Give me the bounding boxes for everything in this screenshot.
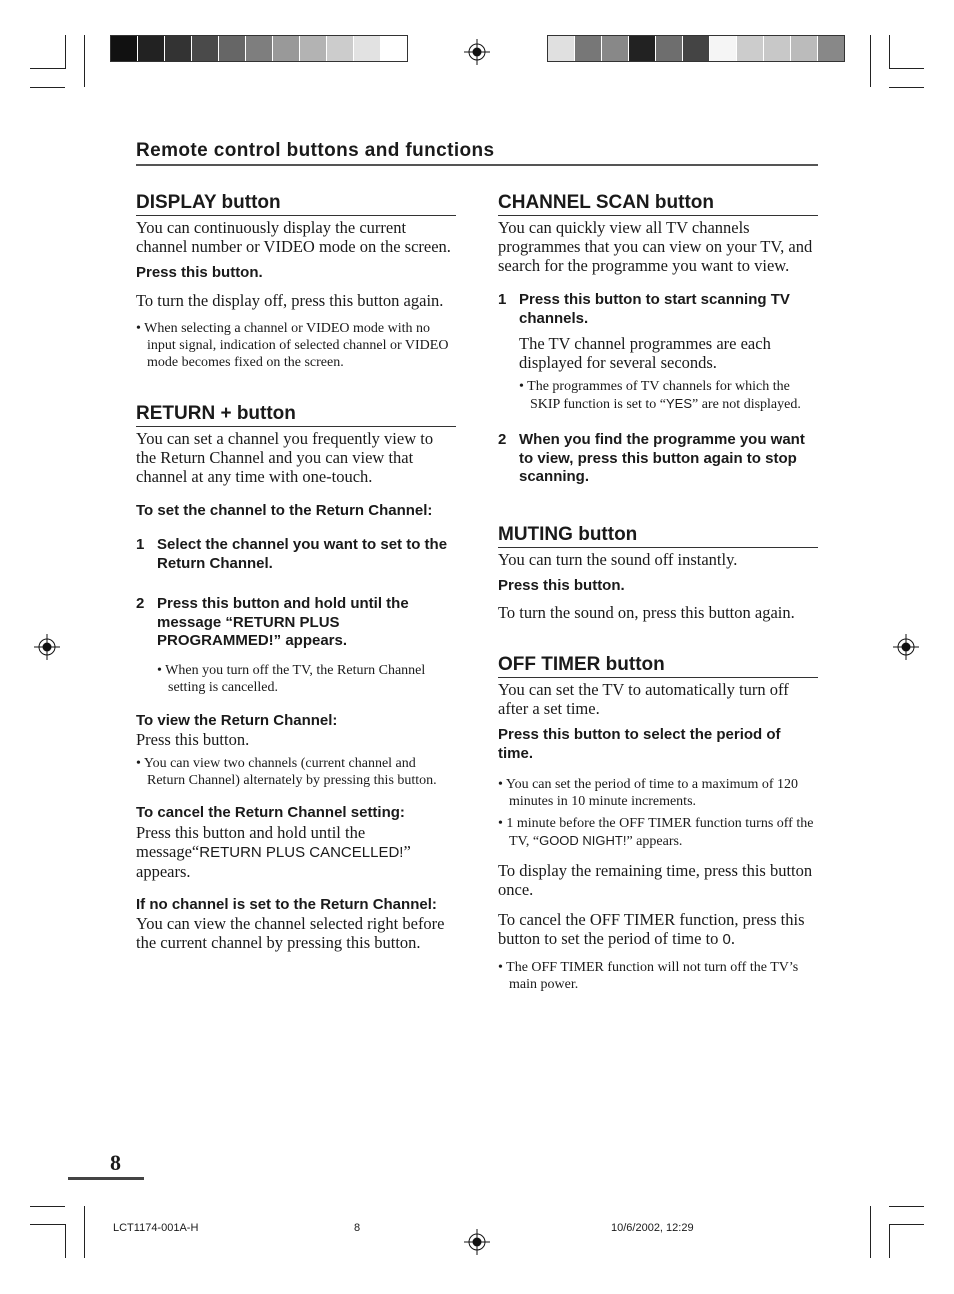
page-number: 8 [110,1150,121,1175]
muting-heading: MUTING button [498,524,818,548]
step-text: Press this button and hold until the message “RETURN PLUS PROGRAMMED!” appears. [157,595,409,649]
page-number-rule [68,1177,144,1180]
return-heading: RETURN + button [136,403,456,427]
off-timer-section [498,654,818,993]
off-timer-intro: You can set the TV to automatically turn off after a set time. [498,680,789,718]
display-intro: You can continuously display the current channel number or VIDEO mode on the screen. [136,218,451,256]
note-text-end: ” are not displayed. [692,397,801,412]
note-text-start: • The programmes of TV channels for which the SKIP function is set to “ [519,379,790,412]
step-number: 2 [136,595,145,612]
step-text: Select the channel you want to set to the Return Channel. [157,536,448,572]
channel-scan-heading: CHANNEL SCAN button [498,192,818,216]
display-heading: DISPLAY button [136,192,456,216]
grayscale-bar-left [110,35,408,62]
return-no-channel-label: If no channel is set to the Return Channel: [136,895,437,913]
off-timer-remaining: To display the remaining time, press this button once. [498,861,813,899]
return-set-label: To set the channel to the Return Channel: [136,501,433,519]
display-note: • When selecting a channel or VIDEO mode with no input signal, indication of selected channel or VIDEO mode becomes fixed on the screen. [136,320,449,370]
display-press: Press this button. [136,264,263,281]
off-timer-cancel [498,910,818,949]
yes-value: YES [665,396,692,411]
off-timer-note-3: • The OFF TIMER function will not turn off the TV’s main power. [498,960,799,992]
note-text-end: ” appears. [626,834,683,849]
registration-mark-icon [893,634,919,660]
muting-button-section [498,524,818,623]
return-no-channel-text: You can view the channel selected right before the current channel by pressing this button. [136,914,445,952]
cancel-text-start: To cancel the OFF TIMER function, press this button to set the period of time to [498,910,805,948]
return-step-2-note: • When you turn off the TV, the Return Channel setting is cancelled. [157,662,426,695]
scan-step-1 [498,291,818,328]
off-timer-note-1: • You can set the period of time to a maximum of 120 minutes in 10 minute increments. [498,777,799,809]
cancel-text-start: Press this button and hold until the message“ [136,822,366,861]
return-cancel-label: To cancel the Return Channel setting: [136,804,405,821]
cancel-text-end: ” appears. [136,841,411,881]
off-timer-press: Press this button to select the period of time. [498,726,781,762]
muting-on: To turn the sound on, press this button again. [498,603,795,622]
return-button-section [136,403,456,953]
zero-value: 0 [722,931,731,948]
cancel-message: RETURN PLUS CANCELLED! [199,843,404,861]
page-title: Remote control buttons and functions [136,140,818,166]
off-timer-note-2 [498,815,818,850]
scan-step-1-text: The TV channel programmes are each displayed for several seconds. [519,334,771,372]
right-column [498,192,818,993]
channel-scan-section [498,192,818,487]
channel-scan-intro: You can quickly view all TV channels programmes that you can view on your TV, and search for the programme you want to view. [498,218,813,275]
footer-date: 10/6/2002, 12:29 [611,1222,694,1234]
return-view-label: To view the Return Channel: [136,711,338,729]
display-button-section [136,192,456,371]
muting-intro: You can turn the sound off instantly. [498,549,738,569]
return-intro: You can set a channel you frequently view to the Return Channel and you can view that channel at any time with one-touch. [136,428,434,486]
cancel-text-end: . [730,929,736,948]
registration-mark-icon [34,634,60,660]
note-text-start: • 1 minute before the OFF TIMER function turns off the TV, “ [498,816,814,849]
return-view-text: Press this button. [136,730,250,749]
step-number: 1 [498,291,507,308]
scan-step-1-note [519,378,818,413]
muting-press: Press this button. [498,576,625,594]
left-column [136,192,456,952]
return-view-note: • You can view two channels (current channel and Return Channel) alternately by pressing this button. [136,756,437,788]
step-number: 2 [498,431,507,448]
registration-mark-icon [464,1229,490,1255]
off-timer-heading: OFF TIMER button [498,654,818,678]
footer-code: LCT1174-001A-H [113,1222,199,1234]
grayscale-bar-right [547,35,845,62]
return-step-1 [136,536,456,573]
footer-page: 8 [354,1222,361,1234]
step-text: Press this button to start scanning TV channels. [519,291,790,327]
registration-mark-icon [464,39,490,65]
display-off: To turn the display off, press this button again. [136,290,444,310]
good-night-message: GOOD NIGHT! [539,833,627,848]
scan-step-2 [498,431,818,487]
step-text: When you find the programme you want to view, press this button again to stop scanning. [519,431,805,485]
return-cancel-text [136,823,456,881]
return-step-2 [136,595,456,651]
step-number: 1 [136,536,145,553]
